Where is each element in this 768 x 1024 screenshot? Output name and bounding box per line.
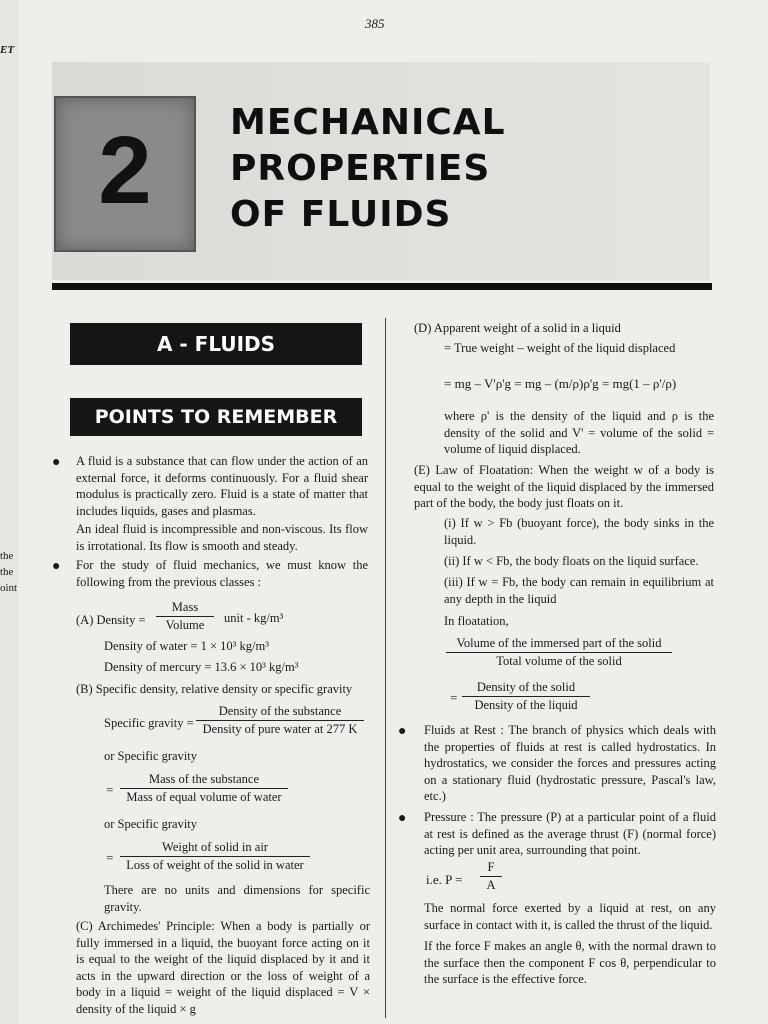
fluid-definition: A fluid is a substance that can flow under the action of an external force, it deforms continuously. For a fluid shear modulus is practically zero. Fluid is a state of matter that includes liquids, gases and plasmas. — [76, 454, 368, 518]
density-fraction — [156, 600, 214, 633]
sg3-fraction — [120, 840, 310, 873]
pressure-fraction — [480, 860, 502, 893]
archimedes-principle: (C) Archimedes' Principle: When a body is partially or fully immersed in a liquid, the buoyant force acting on it is equal to the weight of the liquid displaced by it and it acts in the upward direction or the loss of weight of a body in a liquid = weight of the liquid displaced = V × density of the liquid × g — [76, 919, 370, 1016]
chapter-number-box — [54, 96, 196, 252]
thrust-definition: The normal force exerted by a liquid at rest, on any surface in contact with it, is called the thrust of the liquid. — [424, 901, 716, 932]
effective-force-text: If the force F makes an angle θ, with the normal drawn to the surface then the component F cos θ, perpendicular to the surface is the effective force. — [424, 939, 716, 986]
study-intro: For the study of fluid mechanics, we must know the following from the previous classes : — [76, 558, 368, 589]
chapter-title-line: PROPERTIES — [230, 148, 491, 189]
apparent-weight-equation: = mg – V'ρ'g = mg – (m/ρ)ρ'g = mg(1 – ρ'/ρ) — [444, 376, 677, 391]
fraction-denominator: Total volume of the solid — [496, 654, 622, 668]
chapter-title-line: MECHANICAL — [230, 102, 506, 143]
law-of-floatation: (E) Law of Floatation: When the weight w of a body is equal to the weight of the liquid displaced by the immersed part of the body, the body just floats on it. — [414, 463, 714, 510]
floatation-case-ii: (ii) If w < Fb, the body floats on the liquid surface. — [444, 554, 699, 568]
fraction-numerator: Weight of solid in air — [120, 840, 310, 857]
sg-fraction — [196, 704, 364, 737]
margin-fragment: the — [0, 566, 14, 578]
specific-gravity-heading: (B) Specific density, relative density or specific gravity — [76, 682, 353, 696]
density-definition: where ρ' is the density of the liquid and ρ is the density of the solid and V' = volume of the solid = volume of liquid displaced. — [444, 409, 714, 456]
in-floatation-label: In floatation, — [444, 614, 509, 628]
chapter-number: 2 — [98, 117, 152, 224]
fraction-denominator: Volume — [165, 618, 205, 632]
bullet-icon: ● — [398, 811, 407, 826]
density-label: (A) Density = — [76, 613, 146, 627]
floatation-case-iii: (iii) If w = Fb, the body can remain in equilibrium at any depth in the liquid — [444, 575, 714, 606]
apparent-weight-line: = True weight – weight of the liquid displaced — [444, 341, 676, 355]
sg-label: Specific gravity = — [104, 716, 194, 730]
equals-sign: = — [450, 690, 458, 705]
column-divider — [385, 318, 386, 1018]
density-unit: unit - kg/m³ — [224, 611, 284, 625]
or-label: or Specific gravity — [104, 749, 198, 763]
ideal-fluid-text: An ideal fluid is incompressible and non-viscous. Its flow is irrotational. Its flow is smooth and steady. — [76, 522, 368, 553]
density-mercury: Density of mercury = 13.6 × 10³ kg/m³ — [104, 660, 299, 674]
bullet-icon: ● — [52, 455, 61, 470]
sg2-fraction — [120, 772, 288, 805]
fraction-numerator: F — [480, 860, 502, 877]
pressure-definition: Pressure : The pressure (P) at a particular point of a fluid at rest is defined as the average thrust (F) (normal force) acting per unit area, surrounding that point. — [424, 810, 716, 857]
equals-sign: = — [106, 850, 114, 865]
fraction-denominator: Mass of equal volume of water — [126, 790, 282, 804]
header-rule — [52, 283, 712, 290]
fraction-numerator: Density of the substance — [196, 704, 364, 721]
no-units-text: There are no units and dimensions for specific gravity. — [104, 883, 370, 914]
fraction-denominator: A — [486, 878, 496, 892]
points-heading: POINTS TO REMEMBER — [70, 398, 362, 436]
floatation-fraction-2 — [462, 680, 590, 713]
fluids-at-rest: Fluids at Rest : The branch of physics which deals with the properties of fluids at rest is called hydrostatics. In hydrostatics, we consider the forces and pressures acting on a stationary fluid (hydrostatic pressure, Pascal's law, etc.) — [424, 723, 716, 803]
margin-fragment: the — [0, 550, 14, 562]
bullet-icon: ● — [52, 559, 61, 574]
fraction-numerator: Mass of the substance — [120, 772, 288, 789]
margin-fragment: ET — [0, 44, 15, 56]
bullet-icon: ● — [398, 724, 407, 739]
fraction-numerator: Mass — [156, 600, 214, 617]
chapter-title — [230, 100, 506, 238]
floatation-fraction-1 — [446, 636, 672, 669]
chapter-title-line: OF FLUIDS — [230, 194, 452, 235]
density-water: Density of water = 1 × 10³ kg/m³ — [104, 639, 269, 653]
fraction-denominator: Density of the liquid — [474, 698, 578, 712]
margin-fragment: oint — [0, 582, 18, 594]
floatation-case-i: (i) If w > Fb (buoyant force), the body sinks in the liquid. — [444, 516, 714, 547]
equals-sign: = — [106, 782, 114, 797]
fraction-numerator: Volume of the immersed part of the solid — [446, 636, 672, 653]
fraction-denominator: Loss of weight of the solid in water — [126, 858, 304, 872]
page-number: 385 — [365, 16, 385, 31]
section-heading: A - FLUIDS — [70, 323, 362, 365]
fraction-numerator: Density of the solid — [462, 680, 590, 697]
or-label: or Specific gravity — [104, 817, 198, 831]
apparent-weight-heading: (D) Apparent weight of a solid in a liquid — [414, 321, 621, 335]
pressure-formula-label: i.e. P = — [426, 872, 463, 887]
fraction-denominator: Density of pure water at 277 K — [202, 722, 358, 736]
